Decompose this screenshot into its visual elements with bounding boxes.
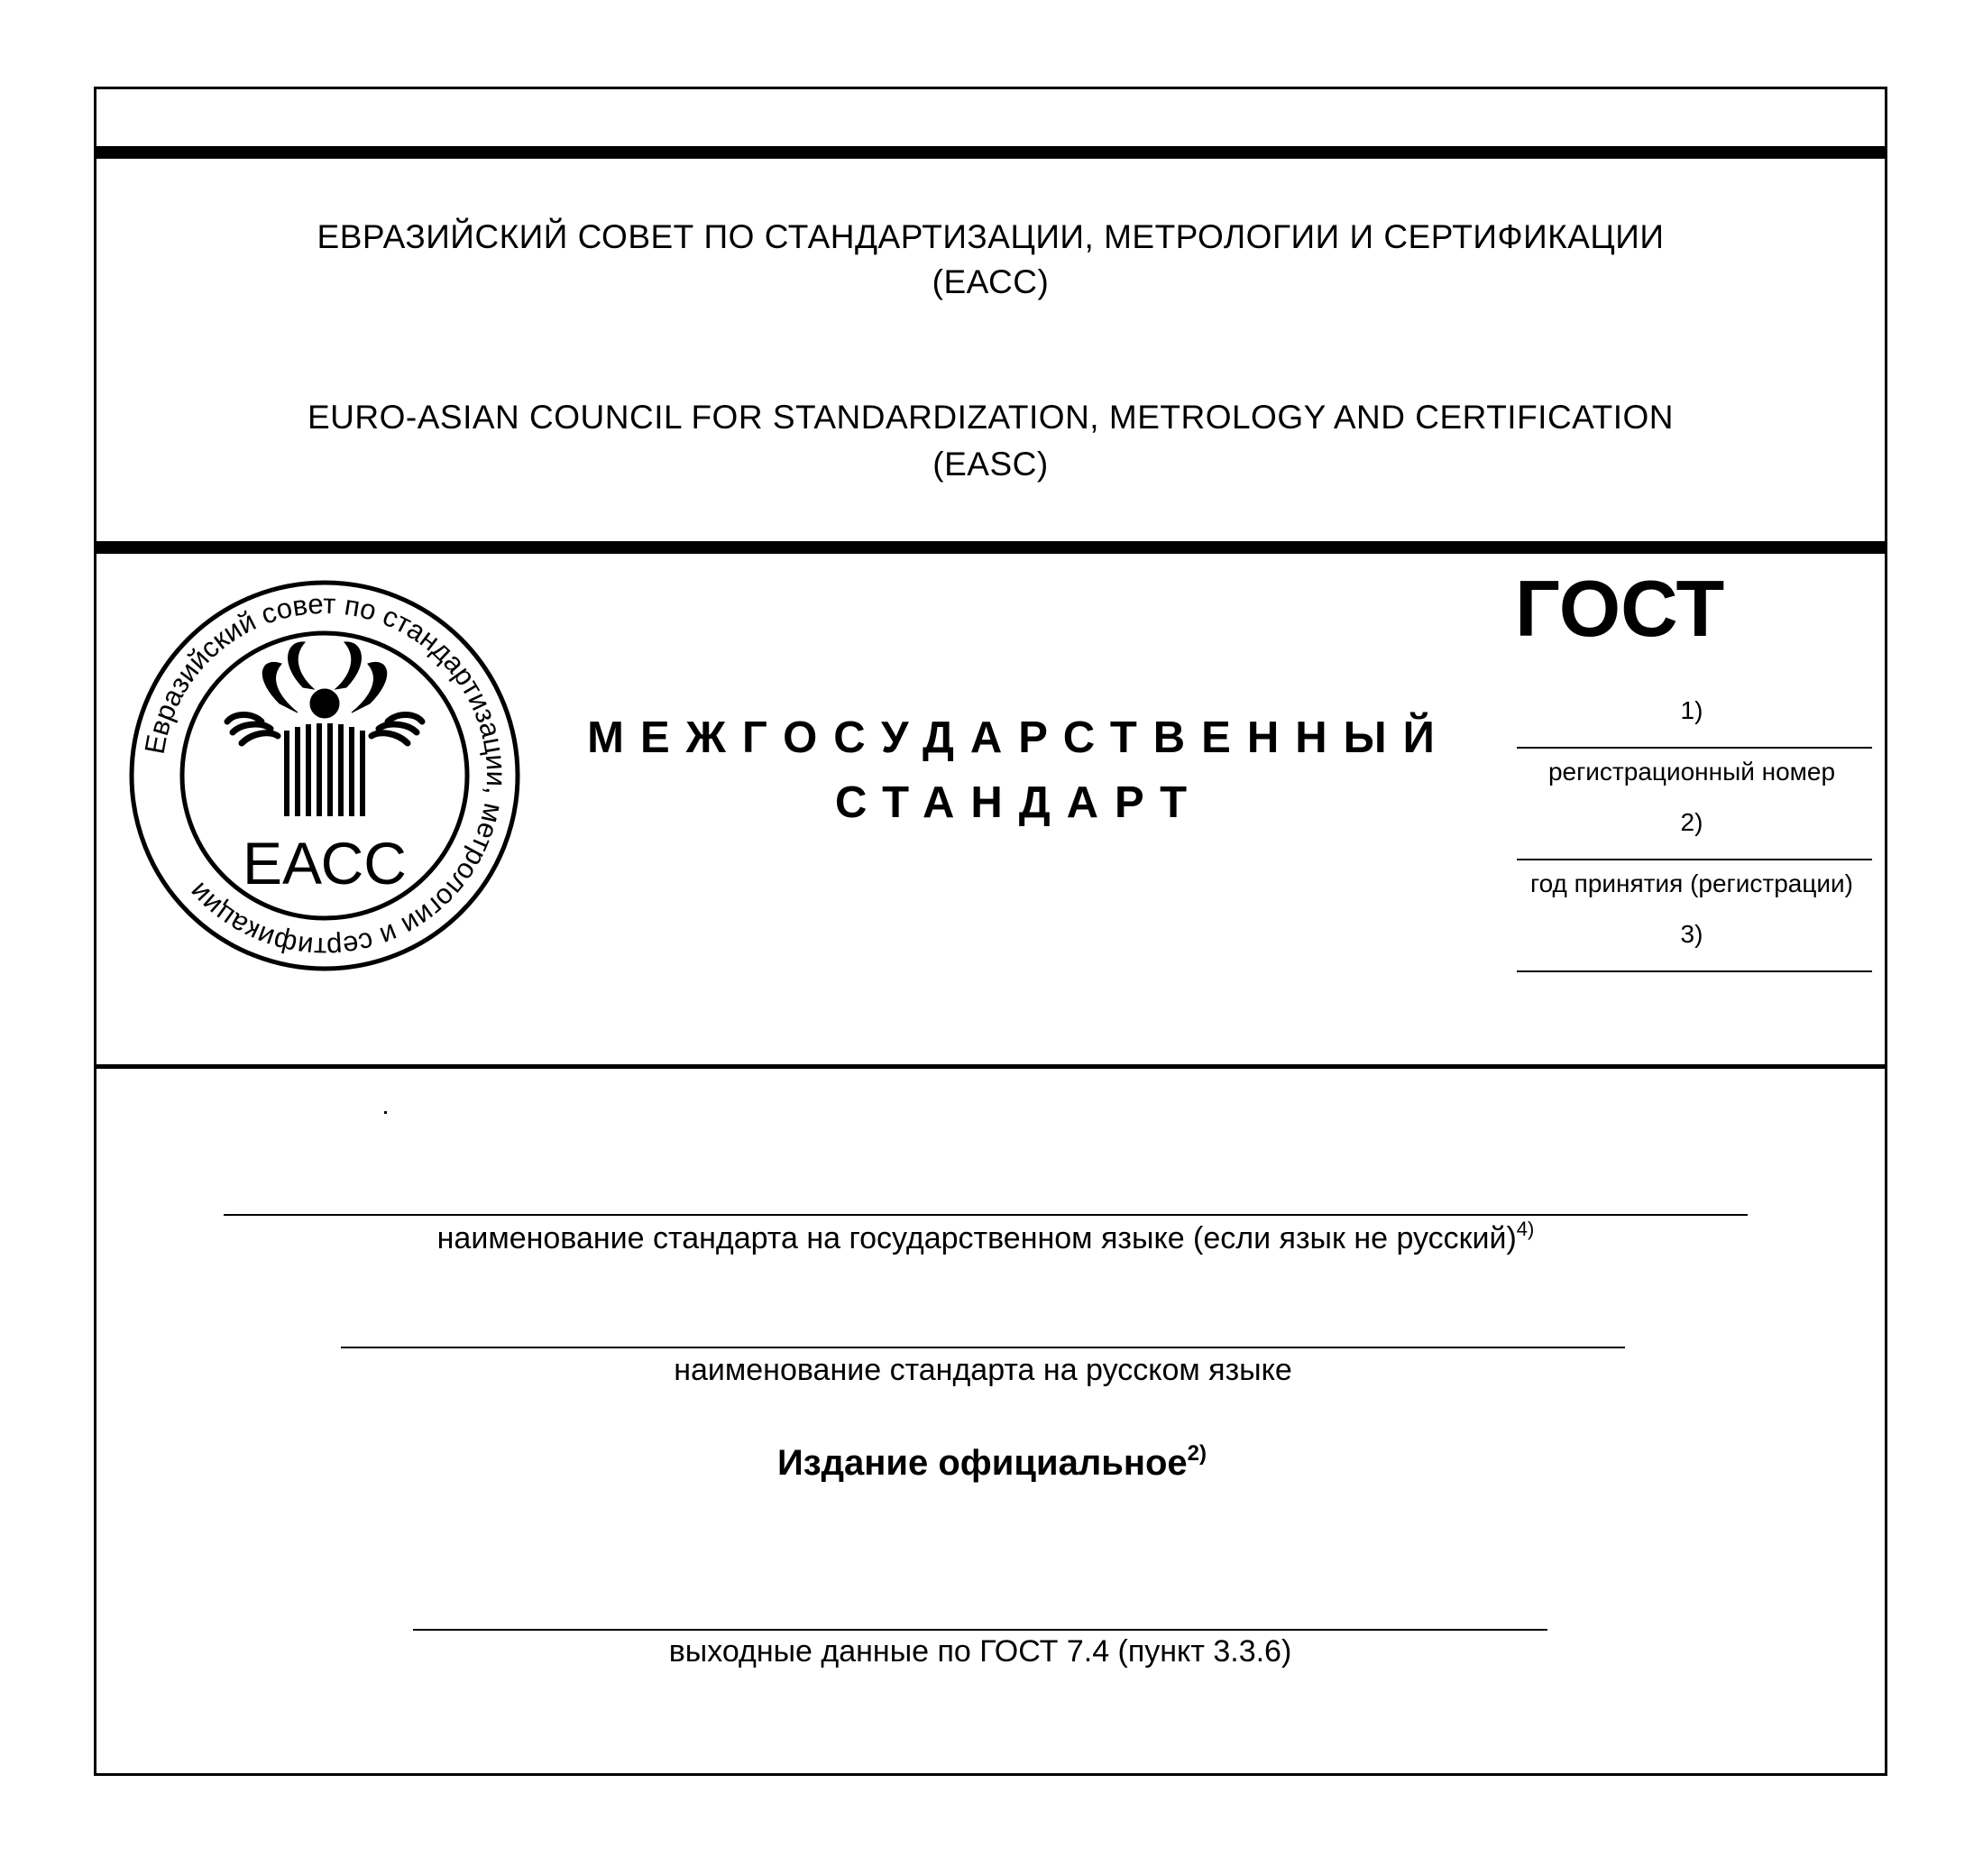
name-ru-line [341, 1347, 1625, 1348]
speck [384, 1111, 387, 1114]
official-edition: Издание официальное$^{2)}$ [776, 1441, 1207, 1483]
council-abbr-ru: (ЕАСС) [932, 263, 1050, 300]
reg-note-3: 3) [1680, 920, 1703, 948]
reg-year-label: год принятия (регистрации) [1529, 869, 1853, 897]
name-ru-caption: наименование стандарта на русском языке [674, 1353, 1292, 1387]
name-state-lang-line [224, 1214, 1748, 1216]
name-state-lang-caption: наименование стандарта на государственном языке (если язык не русский)$^{4)}$ [436, 1218, 1535, 1255]
reg-note-1: 1) [1680, 696, 1703, 724]
reg-extra-line [1517, 970, 1872, 972]
title-line-2: СТАНДАРТ [834, 778, 1204, 827]
council-abbr-en: (EASC) [932, 446, 1049, 483]
council-name-en: EURO-ASIAN COUNCIL FOR STANDARDIZATION, METROLOGY AND CERTIFICATION [308, 399, 1674, 436]
footnote-2: 2) [1187, 1441, 1207, 1466]
thick-divider-top [94, 146, 1887, 159]
gost-label: ГОСТ [1515, 564, 1725, 653]
easc-seal-logo [126, 577, 523, 974]
council-name-ru: ЕВРАЗИЙСКИЙ СОВЕТ ПО СТАНДАРТИЗАЦИИ, МЕТРОЛОГИИ И СЕРТИФИКАЦИИ [317, 218, 1665, 255]
thick-divider-middle [94, 541, 1887, 554]
reg-note-2: 2) [1680, 808, 1703, 836]
divider-bottom [94, 1064, 1887, 1069]
imprint-caption: выходные данные по ГОСТ 7.4 (пункт 3.3.6) [668, 1634, 1292, 1669]
reg-number-label: регистрационный номер [1547, 758, 1836, 786]
reg-number-line [1517, 747, 1872, 749]
title-line-1: МЕЖГОСУДАРСТВЕННЫЙ [587, 713, 1451, 762]
reg-year-line [1517, 859, 1872, 860]
footnote-4: 4) [1516, 1218, 1535, 1240]
seal-abbr: ЕАСС [243, 830, 407, 897]
emblem-icon [227, 642, 422, 816]
imprint-line [413, 1629, 1547, 1631]
seal-ring-text: Евразийский совет по стандартизации, метрологии и сертификации [138, 587, 513, 964]
